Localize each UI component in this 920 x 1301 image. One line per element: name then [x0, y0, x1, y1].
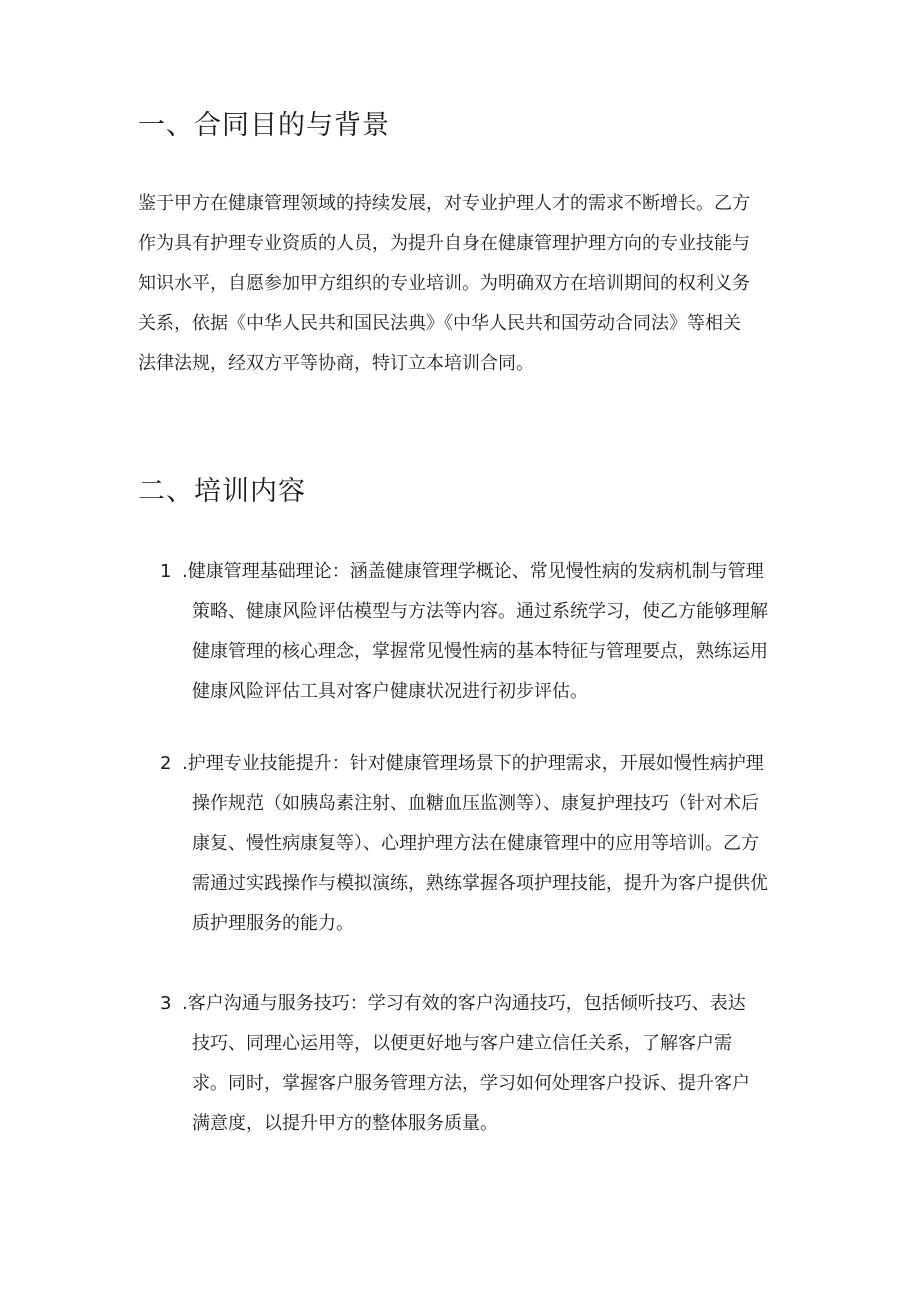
- list-item-line: .护理专业技能提升：针对健康管理场景下的护理需求，开展如慢性病护理: [182, 753, 764, 774]
- list-item-line: .健康管理基础理论：涵盖健康管理学概论、常见慢性病的发病机制与管理: [182, 561, 764, 582]
- list-item-line: 康复、慢性病康复等）、心理护理方法在健康管理中的应用等培训。乙方: [192, 833, 759, 854]
- paragraph-line: 关系，依据《中华人民共和国民法典》《中华人民共和国劳动合同法》等相关: [138, 313, 741, 334]
- list-item-line: 求。同时，掌握客户服务管理方法，学习如何处理客户投诉、提升客户: [192, 1073, 750, 1094]
- list-item-line: 健康管理的核心理念，掌握常见慢性病的基本特征与管理要点，熟练运用: [192, 641, 768, 662]
- list-item-line: 需通过实践操作与模拟演练，熟练掌握各项护理技能，提升为客户提供优: [192, 873, 768, 894]
- list-item-line: 满意度，以提升甲方的整体服务质量。: [192, 1113, 498, 1134]
- list-item-body: [182, 984, 807, 1144]
- list-item-line: 质护理服务的能力。: [192, 913, 354, 934]
- paragraph-line: 作为具有护理专业资质的人员，为提升自身在健康管理护理方向的专业技能与: [138, 233, 750, 254]
- list-item-number: 1: [160, 561, 172, 582]
- paragraph-line: 知识水平，自愿参加甲方组织的专业培训。为明确双方在培训期间的权利义务: [138, 273, 750, 294]
- section-heading-training-content: 二、培训内容: [138, 476, 306, 507]
- list-item-number: 3: [160, 993, 172, 1014]
- section-heading-purpose: 一、合同目的与背景: [138, 110, 390, 141]
- list-item-line: 操作规范（如胰岛素注射、血糖血压监测等）、康复护理技巧（针对术后: [192, 793, 759, 814]
- list-item-line: 健康风险评估工具对客户健康状况进行初步评估。: [192, 681, 588, 702]
- list-item-body: [182, 744, 807, 944]
- list-item-body: [182, 552, 807, 712]
- paragraph-line: 法律法规，经双方平等协商，特订立本培训合同。: [138, 353, 534, 374]
- section-paragraph-background: [138, 184, 798, 384]
- list-item-line: 策略、健康风险评估模型与方法等内容。通过系统学习，使乙方能够理解: [192, 601, 768, 622]
- list-item-line: 技巧、同理心运用等，以便更好地与客户建立信任关系，了解客户需: [192, 1033, 732, 1054]
- paragraph-line: 鉴于甲方在健康管理领域的持续发展，对专业护理人才的需求不断增长。乙方: [138, 193, 750, 214]
- list-item-line: .客户沟通与服务技巧：学习有效的客户沟通技巧，包括倾听技巧、表达: [182, 993, 746, 1014]
- list-item-number: 2: [160, 753, 172, 774]
